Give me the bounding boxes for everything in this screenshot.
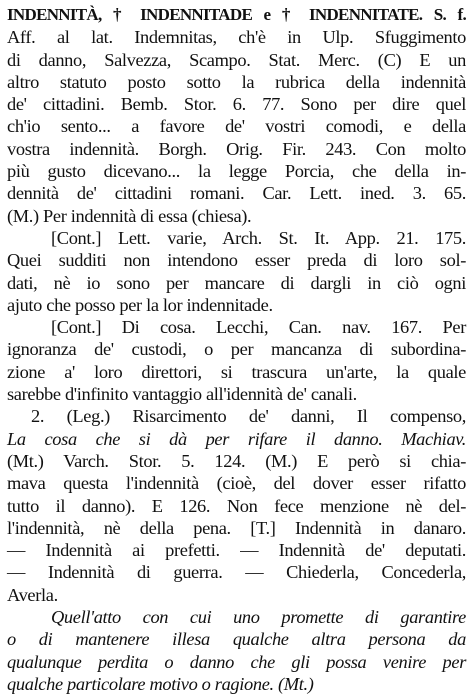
entry-line-4: de' cittadini. Bemb. Stor. 6. 77. Sono per dire quel bbox=[7, 94, 466, 115]
entry-line-23: l'indennità, nè della pena. [T.] Indennità in danaro. bbox=[7, 517, 466, 538]
entry-line-22: tutto il danno). E 126. Non fece menzione nè del- bbox=[7, 495, 466, 516]
entry-line-25: — Indennità di guerra. — Chiederla, Concederla, bbox=[7, 562, 466, 583]
entry-line-17: sarebbe d'infinito vantaggio all'idennità de' canali. bbox=[7, 384, 357, 405]
entry-line-24: — Indennità ai prefetti. — Indennità de' deputati. bbox=[7, 540, 466, 561]
entry-line-19: La cosa che si dà per rifare il danno. Machiav. bbox=[7, 428, 466, 449]
entry-line-8: dennità de' cittadini romani. Car. Lett. ined. 3. 65. bbox=[7, 183, 466, 204]
entry-line-2: di danno, Salvezza, Scampo. Stat. Merc. (C) E un bbox=[7, 49, 466, 70]
entry-line-11: Quei sudditi non intendono esser preda di loro sol- bbox=[7, 250, 466, 271]
entry-line-14: [Cont.] Di cosa. Lecchi, Can. nav. 167. Per bbox=[51, 317, 466, 338]
entry-line-5: ch'io sento... a favore de' vostri comodi, e della bbox=[7, 116, 466, 137]
entry-line-12: dati, nè io sono per mancare di dargli in ciò ogni bbox=[7, 272, 466, 293]
entry-line-1: Aff. al lat. Indemnitas, ch'è in Ulp. Sfuggimento bbox=[7, 27, 466, 48]
entry-line-30: qualche particolare motivo o ragione. (Mt.) bbox=[7, 673, 314, 694]
entry-line-20: (Mt.) Varch. Stor. 5. 124. (M.) E però si chia- bbox=[7, 450, 466, 471]
entry-line-7: più gusto dicevano... la legge Porcia, che della in- bbox=[7, 161, 466, 182]
headword-line: INDENNITÀ, † INDENNITADE e † INDENNITATE. S. f. bbox=[7, 5, 466, 24]
entry-line-28: o di mantenere illesa qualche altra persona da bbox=[7, 629, 466, 650]
entry-line-21: mava questa l'indennità (cioè, del dover esser rifatto bbox=[7, 473, 466, 494]
entry-line-27: Quell'atto con cui uno promette di garantire bbox=[51, 607, 466, 628]
entry-line-18: 2. (Leg.) Risarcimento de' danni, Il compenso, bbox=[31, 406, 466, 427]
entry-line-16: zione a' loro direttori, si trascura un'arte, la quale bbox=[7, 361, 466, 382]
entry-line-9: (M.) Per indennità di essa (chiesa). bbox=[7, 205, 252, 226]
entry-line-3: altro statuto posto sotto la rubrica della indennità bbox=[7, 71, 466, 92]
entry-line-13: ajuto che posso per la lor indennitade. bbox=[7, 294, 273, 315]
entry-line-10: [Cont.] Lett. varie, Arch. St. It. App. 21. 175. bbox=[51, 227, 466, 248]
entry-line-26: Averla. bbox=[7, 584, 58, 605]
entry-line-6: vostra indennità. Borgh. Orig. Fir. 243. Con molto bbox=[7, 138, 466, 159]
entry-line-15: ignoranza de' custodi, o per mancanza di subordina- bbox=[7, 339, 466, 360]
entry-line-29: qualunque perdita o danno che gli possa venire per bbox=[7, 651, 466, 672]
